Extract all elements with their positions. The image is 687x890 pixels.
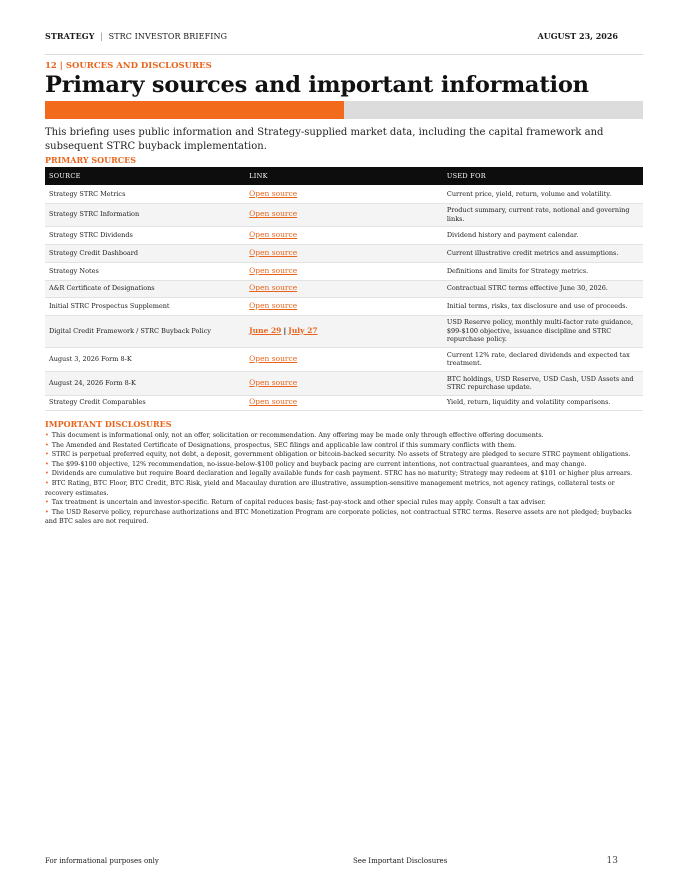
open-source-link[interactable]: Open source (249, 247, 298, 257)
table-row (45, 226, 643, 244)
link-cell (245, 315, 443, 347)
primary-sources-table (45, 167, 643, 411)
header-date: AUGUST 23, 2026 (537, 31, 618, 41)
table-row (45, 185, 643, 203)
important-disclosures-label: IMPORTANT DISCLOSURES (45, 419, 172, 429)
disclosures-list (45, 431, 643, 527)
page-number: 13 (606, 856, 618, 866)
section-progress-fill (45, 101, 344, 119)
used-for-cell: Current 12% rate, declared dividends and expected tax treatment. (443, 347, 643, 371)
link-cell (245, 371, 443, 395)
open-source-link[interactable]: Open source (249, 353, 298, 363)
source-cell: Strategy STRC Metrics (45, 185, 245, 203)
primary-sources-label: PRIMARY SOURCES (45, 155, 136, 165)
source-cell: Strategy STRC Information (45, 203, 245, 226)
intro-paragraph: This briefing uses public information and Strategy-supplied market data, including the capital framework and subsequent STRC buyback implementation. (45, 127, 604, 152)
footer-informational: For informational purposes only (45, 857, 159, 865)
used-for-cell: Current price, yield, return, volume and volatility. (443, 185, 643, 203)
list-item: • This document is informational only, not an offer, solicitation or recommendation. Any offering may be made only through effective offering documents. (45, 431, 544, 439)
used-for-cell: Product summary, current rate, notional and governing links. (443, 203, 643, 226)
open-source-link[interactable]: Open source (249, 377, 298, 387)
bullet-icon: • (45, 450, 49, 459)
brand-name: STRATEGY (45, 31, 95, 41)
used-for-cell: USD Reserve policy, monthly multi-factor rate guidance, $99-$100 objective, issuance discipline and STRC repurchase policy. (443, 315, 643, 347)
list-item: • STRC is perpetual preferred equity, not debt, a deposit, government obligation or bitcoin-backed security. No assets of Strategy are pledged to secure STRC payment obligations. (45, 450, 631, 459)
link-cell (245, 244, 443, 262)
column-header-link: LINK (245, 167, 443, 185)
table-row (45, 297, 643, 315)
open-source-link[interactable]: Open source (249, 209, 298, 219)
table-row (45, 280, 643, 297)
table-row (45, 395, 643, 410)
open-source-link[interactable]: Open source (249, 300, 298, 310)
bullet-icon: • (45, 431, 49, 439)
source-cell: A&R Certificate of Designations (45, 280, 245, 297)
section-tag: 12 | SOURCES AND DISCLOSURES (45, 61, 212, 71)
bullet-icon: • (45, 498, 49, 507)
july-27-link[interactable]: July 27 (288, 325, 318, 335)
header-doc-title (45, 31, 227, 41)
list-item: • BTC Rating, BTC Floor, BTC Credit, BTC Risk, yield and Macaulay duration are illustrative, assumption-sensitive management metrics, not agency ratings, collateral tests or recovery estimates. (45, 478, 615, 497)
source-cell: Digital Credit Framework / STRC Buyback Policy (45, 315, 245, 347)
table-row (45, 315, 643, 347)
list-item: • The Amended and Restated Certificate of Designations, prospectus, SEC filings and applicable law control if this summary conflicts with them. (45, 440, 517, 449)
table-row (45, 244, 643, 262)
source-cell: Strategy Credit Dashboard (45, 244, 245, 262)
source-cell: August 3, 2026 Form 8-K (45, 347, 245, 371)
column-header-used-for: USED FOR (443, 167, 643, 185)
link-cell (245, 347, 443, 371)
header-divider (45, 54, 643, 55)
footer-disclosures-note: See Important Disclosures (353, 857, 448, 865)
table-row (45, 371, 643, 395)
list-item: • Tax treatment is uncertain and investor-specific. Return of capital reduces basis; fast-pay-stock and other special rules may apply. Consult a tax adviser. (45, 498, 546, 507)
bullet-icon: • (45, 469, 49, 478)
open-source-link[interactable]: Open source (249, 229, 298, 239)
open-source-link[interactable]: Open source (249, 397, 298, 407)
used-for-cell: Current illustrative credit metrics and assumptions. (443, 244, 643, 262)
source-cell: Strategy Notes (45, 262, 245, 280)
june-29-link[interactable]: June 29 (249, 325, 282, 335)
header-separator: | (100, 32, 103, 41)
used-for-cell: BTC holdings, USD Reserve, USD Cash, USD Assets and STRC repurchase update. (443, 371, 643, 395)
link-cell (245, 280, 443, 297)
bullet-icon: • (45, 478, 49, 487)
bullet-icon: • (45, 459, 49, 468)
table-row (45, 347, 643, 371)
source-cell: Strategy STRC Dividends (45, 226, 245, 244)
link-cell (245, 185, 443, 203)
briefing-title: STRC INVESTOR BRIEFING (108, 32, 228, 41)
link-separator: | (283, 325, 287, 335)
table-row (45, 262, 643, 280)
used-for-cell: Definitions and limits for Strategy metrics. (443, 262, 643, 280)
bullet-icon: • (45, 440, 49, 449)
link-cell (245, 297, 443, 315)
page-title: Primary sources and important information (45, 72, 589, 98)
link-cell (245, 262, 443, 280)
section-progress-bar (45, 101, 643, 119)
list-item: • The USD Reserve policy, repurchase authorizations and BTC Monetization Program are corporate policies, not contractual STRC terms. Reserve assets are not pledged; buybacks and BTC sales are not required. (45, 507, 632, 526)
used-for-cell: Contractual STRC terms effective June 30, 2026. (443, 280, 643, 297)
used-for-cell: Yield, return, liquidity and volatility comparisons. (443, 395, 643, 410)
list-item: • Dividends are cumulative but require Board declaration and legally available funds for cash payment. STRC has no maturity; Strategy may redeem at $101 or higher plus arrears. (45, 469, 633, 478)
open-source-link[interactable]: Open source (249, 188, 298, 198)
used-for-cell: Initial terms, risks, tax disclosure and use of proceeds. (443, 297, 643, 315)
source-cell: Strategy Credit Comparables (45, 395, 245, 410)
list-item: • The $99-$100 objective, 12% recommendation, no-issue-below-$100 policy and buyback pacing are current intentions, not contractual guarantees, and may change. (45, 459, 587, 468)
open-source-link[interactable]: Open source (249, 283, 298, 293)
used-for-cell: Dividend history and payment calendar. (443, 226, 643, 244)
link-cell (245, 226, 443, 244)
column-header-source: SOURCE (45, 167, 245, 185)
table-header-row (45, 167, 643, 185)
table-row (45, 203, 643, 226)
link-cell (245, 395, 443, 410)
open-source-link[interactable]: Open source (249, 265, 298, 275)
link-cell (245, 203, 443, 226)
bullet-icon: • (45, 507, 49, 516)
source-cell: Initial STRC Prospectus Supplement (45, 297, 245, 315)
source-cell: August 24, 2026 Form 8-K (45, 371, 245, 395)
